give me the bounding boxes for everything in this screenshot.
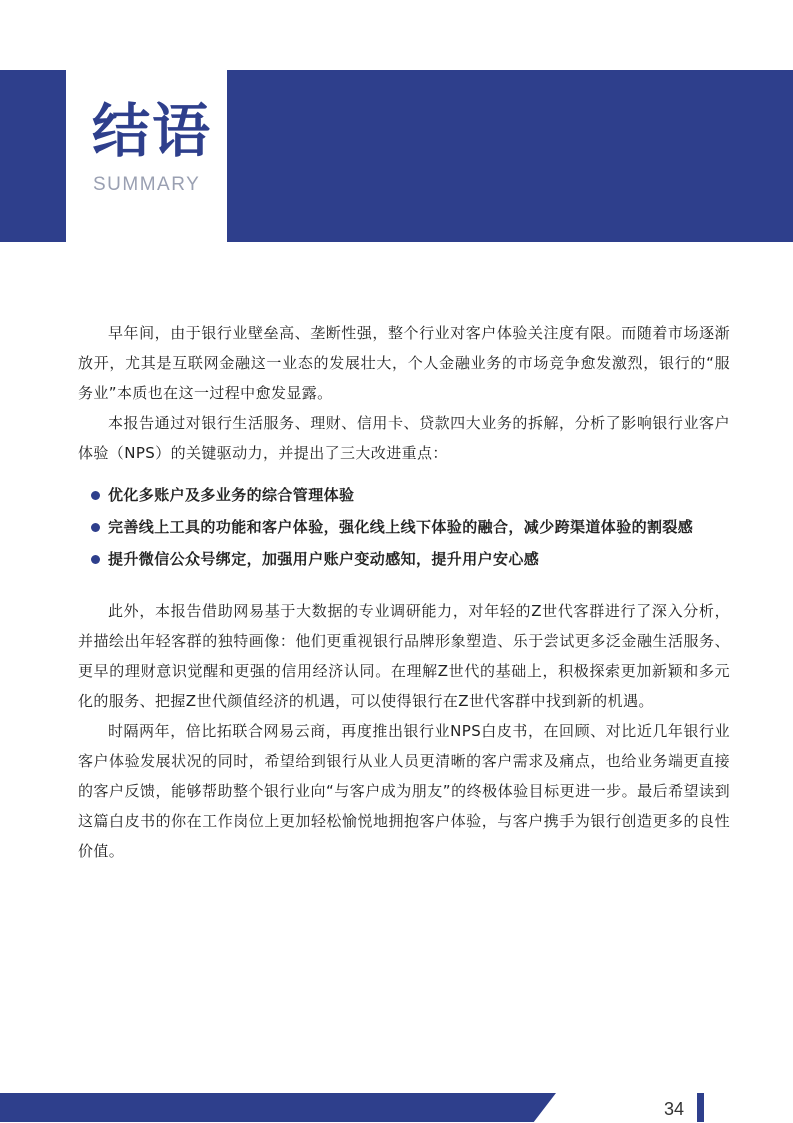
list-item-text: 提升微信公众号绑定，加强用户账户变动感知，提升用户安心感 [108, 550, 540, 568]
paragraph-2: 本报告通过对银行生活服务、理财、信用卡、贷款四大业务的拆解，分析了影响银行业客户体验（NPS）的关键驱动力，并提出了三大改进重点： [78, 414, 730, 462]
summary-content [78, 318, 730, 866]
page-number: 34 [664, 1099, 685, 1119]
header-band-left [0, 70, 66, 242]
bullet-dot-icon [91, 555, 100, 564]
page-number-marker [697, 1093, 704, 1122]
list-item [78, 544, 730, 574]
page-subtitle: SUMMARY [93, 174, 201, 195]
paragraph-1: 早年间，由于银行业壁垒高、垄断性强，整个行业对客户体验关注度有限。而随着市场逐渐放开，尤其是互联网金融这一业态的发展壮大，个人金融业务的市场竞争愈发激烈，银行的“服务业”本质也在这一过程中愈发显露。 [78, 324, 730, 402]
header-band-right [227, 70, 793, 242]
list-item-text: 完善线上工具的功能和客户体验，强化线上线下体验的融合，减少跨渠道体验的割裂感 [108, 518, 694, 536]
paragraph-3: 此外，本报告借助网易基于大数据的专业调研能力，对年轻的Z世代客群进行了深入分析，并描绘出年轻客群的独特画像：他们更重视银行品牌形象塑造、乐于尝试更多泛金融生活服务、更早的理财意识觉醒和更强的信用经济认同。在理解Z世代的基础上，积极探索更加新颖和多元化的服务、把握Z世代颜值经济的机遇，可以使得银行在Z世代客群中找到新的机遇。 [78, 602, 730, 710]
list-item [78, 512, 730, 542]
page-title: 结语 [92, 97, 213, 165]
bullet-dot-icon [91, 491, 100, 500]
footer-bar [0, 1093, 556, 1122]
list-item [78, 480, 730, 510]
list-item-text: 优化多账户及多业务的综合管理体验 [108, 486, 355, 504]
key-improvements-list [78, 480, 730, 574]
paragraph-4: 时隔两年，倍比拓联合网易云商，再度推出银行业NPS白皮书，在回顾、对比近几年银行业客户体验发展状况的同时，希望给到银行从业人员更清晰的客户需求及痛点，也给业务端更直接的客户反馈，能够帮助整个银行业向“与客户成为朋友”的终极体验目标更进一步。最后希望读到这篇白皮书的你在工作岗位上更加轻松愉悦地拥抱客户体验，与客户携手为银行创造更多的良性价值。 [78, 722, 730, 860]
bullet-dot-icon [91, 523, 100, 532]
